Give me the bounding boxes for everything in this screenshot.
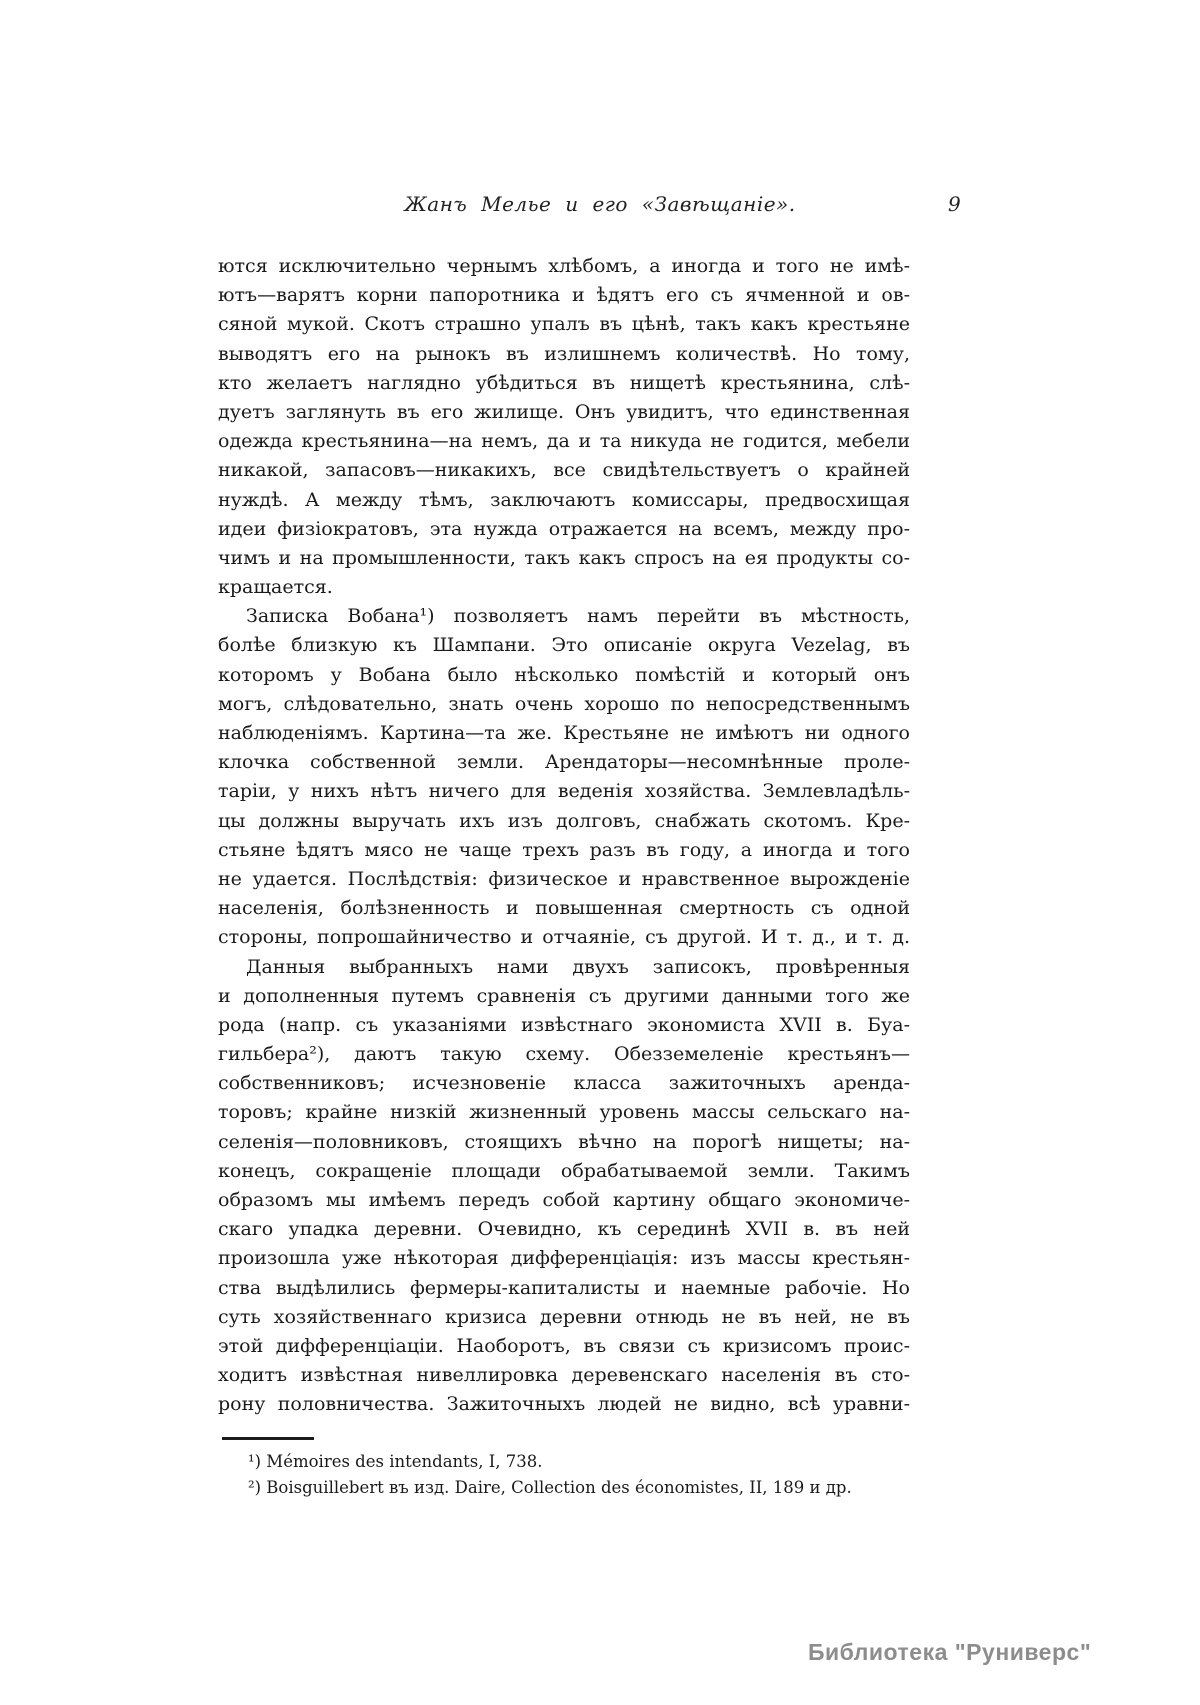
footnotes <box>218 1449 1008 1501</box>
text-line: суть хозяйственнаго кризиса деревни отнюдь не въ ней, не въ <box>218 1305 910 1328</box>
text-line: конецъ, сокращеніе площади обрабатываемой земли. Такимъ <box>218 1159 910 1182</box>
page-number: 9 <box>948 192 961 216</box>
running-header-title: Жанъ Мелье и его «Завѣщаніе». <box>404 192 796 216</box>
footnote: ²) Boisguillebert въ изд. Daire, Collection des économistes, II, 189 и др. <box>248 1478 852 1497</box>
footnote: ¹) Mémoires des intendants, I, 738. <box>248 1452 543 1471</box>
text-line: которомъ у Вобана было нѣсколько помѣстій и который онъ <box>218 663 910 686</box>
text-line: Записка Вобана¹) позволяетъ намъ перейти въ мѣстность, <box>246 605 910 628</box>
text-line: дуетъ заглянуть въ его жилище. Онъ увидитъ, что единственная <box>218 400 910 423</box>
footnote-divider <box>222 1437 314 1440</box>
text-line: клочка собственной земли. Арендаторы—несомнѣнные проле- <box>218 751 910 774</box>
text-line: таріи, у нихъ нѣтъ ничего для веденія хозяйства. Землевладѣль- <box>218 780 910 803</box>
text-line: и дополненныя путемъ сравненія съ другими данными того же <box>218 984 910 1007</box>
text-line: собственниковъ; исчезновеніе класса зажиточныхъ аренда- <box>218 1072 910 1095</box>
text-line: ются исключительно чернымъ хлѣбомъ, а иногда и того не имѣ- <box>218 255 910 277</box>
text-line: наблюденіямъ. Картина—та же. Крестьяне не имѣютъ ни одного <box>218 722 910 744</box>
text-line: произошла уже нѣкоторая дифференціація: изъ массы крестьян- <box>218 1247 910 1270</box>
text-line: сяной мукой. Скотъ страшно упалъ въ цѣнѣ, такъ какъ крестьяне <box>218 313 910 336</box>
body-text <box>218 252 910 1420</box>
text-line: чимъ и на промышленности, такъ какъ спросъ на ея продукты со- <box>218 546 910 569</box>
text-line: рода (напр. съ указаніями извѣстнаго экономиста XVII в. Буа- <box>218 1013 910 1036</box>
text-line: населенія, болѣзненность и повышенная смертность съ одной <box>218 897 910 920</box>
text-line: ходитъ извѣстная нивеллировка деревенскаго населенія въ сто- <box>218 1364 910 1387</box>
text-line: идеи физіократовъ, эта нужда отражается на всемъ, между про- <box>218 517 910 540</box>
text-line: выводятъ его на рынокъ въ излишнемъ количествѣ. Но тому, <box>218 342 910 365</box>
text-line: этой дифференціаціи. Наоборотъ, въ связи съ кризисомъ проис- <box>218 1334 910 1357</box>
text-line: селенія—половниковъ, стоящихъ вѣчно на порогѣ нищеты; на- <box>218 1130 910 1153</box>
text-line: никакой, запасовъ—никакихъ, все свидѣтельствуетъ о крайней <box>218 459 910 482</box>
text-line: ства выдѣлились фермеры-капиталисты и наемные рабочіе. Но <box>218 1276 910 1299</box>
text-line: скаго упадка деревни. Очевидно, къ серединѣ XVII в. въ ней <box>218 1218 910 1241</box>
text-line: цы должны выручать ихъ изъ долговъ, снабжать скотомъ. Кре- <box>218 809 910 832</box>
text-line: рону половничества. Зажиточныхъ людей не видно, всѣ уравни- <box>218 1393 910 1416</box>
library-watermark: Библиотека "Руниверс" <box>808 1639 1092 1665</box>
text-line: стьяне ѣдятъ мясо не чаще трехъ разъ въ году, а иногда и того <box>218 838 910 861</box>
text-line: образомъ мы имѣемъ передъ собой картину общаго экономиче- <box>218 1189 910 1211</box>
text-line: одежда крестьянина—на немъ, да и та никуда не годится, мебели <box>218 430 910 453</box>
text-line: гильбера²), даютъ такую схему. Обезземеленіе крестьянъ— <box>218 1043 910 1066</box>
text-line: ютъ—варятъ корни папоротника и ѣдятъ его съ ячменной и ов- <box>218 284 910 307</box>
text-line: кращается. <box>218 576 333 599</box>
text-line: Данныя выбранныхъ нами двухъ записокъ, провѣренныя <box>246 955 910 978</box>
text-line: нуждѣ. А между тѣмъ, заключаютъ комиссары, предвосхищая <box>218 488 910 511</box>
text-line: кто желаетъ наглядно убѣдиться въ нищетѣ крестьянина, слѣ- <box>218 371 910 394</box>
text-line: торовъ; крайне низкій жизненный уровень массы сельскаго на- <box>218 1101 910 1124</box>
text-line: стороны, попрошайничество и отчаяніе, съ другой. И т. д., и т. д. <box>218 926 910 949</box>
text-line: могъ, слѣдовательно, знать очень хорошо по непосредственнымъ <box>218 692 910 715</box>
text-line: не удается. Послѣдствія: физическое и нравственное вырожденіе <box>218 867 910 890</box>
text-line: болѣе близкую къ Шампани. Это описаніе округа Vezelag, въ <box>218 634 910 657</box>
